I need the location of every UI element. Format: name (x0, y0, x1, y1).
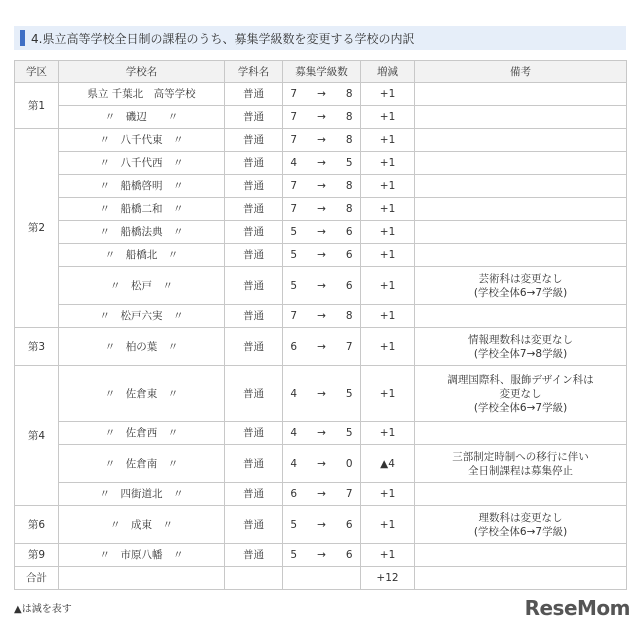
course-cell: 普通 (225, 366, 283, 422)
school-name-cell: 〃 四街道北 〃 (59, 483, 225, 506)
classes-after-cell: 6 (339, 244, 361, 267)
table-row (15, 366, 627, 422)
classes-after-cell: 6 (339, 221, 361, 244)
change-cell: +1 (361, 422, 415, 445)
district-cell: 第2 (15, 129, 59, 328)
change-cell: +1 (361, 328, 415, 366)
notes-cell (415, 106, 627, 129)
course-cell: 普通 (225, 221, 283, 244)
school-name-cell: 〃 船橋啓明 〃 (59, 175, 225, 198)
arrow-cell: → (305, 152, 339, 175)
table-row (15, 175, 627, 198)
school-name-cell: 〃 成東 〃 (59, 506, 225, 544)
change-cell: +1 (361, 544, 415, 567)
course-cell: 普通 (225, 305, 283, 328)
classes-before-cell: 7 (283, 106, 305, 129)
course-cell: 普通 (225, 129, 283, 152)
header-school: 学校名 (59, 61, 225, 83)
title-accent-bar (20, 30, 25, 46)
change-cell: +1 (361, 483, 415, 506)
total-row (15, 567, 627, 590)
table-row (15, 198, 627, 221)
header-district: 学区 (15, 61, 59, 83)
change-cell: +1 (361, 175, 415, 198)
table-row (15, 445, 627, 483)
table-row (15, 129, 627, 152)
school-name-cell: 〃 松戸六実 〃 (59, 305, 225, 328)
note-line: 理数科は変更なし (478, 511, 563, 524)
notes-cell (415, 422, 627, 445)
table-row (15, 506, 627, 544)
table-row (15, 267, 627, 305)
classes-after-cell: 8 (339, 83, 361, 106)
classes-after-cell: 5 (339, 152, 361, 175)
arrow-cell: → (305, 506, 339, 544)
school-name-cell: 〃 佐倉東 〃 (59, 366, 225, 422)
arrow-cell: → (305, 106, 339, 129)
classes-before-cell: 4 (283, 152, 305, 175)
change-cell: +1 (361, 198, 415, 221)
change-cell: +1 (361, 83, 415, 106)
course-cell: 普通 (225, 328, 283, 366)
classes-before-cell: 7 (283, 83, 305, 106)
arrow-cell: → (305, 544, 339, 567)
course-cell: 普通 (225, 106, 283, 129)
change-cell: +1 (361, 305, 415, 328)
classes-before-cell: 7 (283, 175, 305, 198)
classes-after-cell: 8 (339, 129, 361, 152)
footnote: ▲は減を表す (14, 604, 72, 615)
school-name-cell: 〃 八千代西 〃 (59, 152, 225, 175)
classes-after-cell: 8 (339, 305, 361, 328)
total-school-cell (59, 567, 225, 590)
total-change-cell: +12 (361, 567, 415, 590)
classes-before-cell: 5 (283, 267, 305, 305)
course-cell: 普通 (225, 544, 283, 567)
table-row (15, 83, 627, 106)
change-cell: +1 (361, 267, 415, 305)
notes-cell (415, 267, 627, 305)
course-cell: 普通 (225, 267, 283, 305)
table-body (15, 83, 627, 590)
classes-after-cell: 5 (339, 422, 361, 445)
header-change: 増減 (361, 61, 415, 83)
table-header-row (15, 61, 627, 83)
notes-cell (415, 198, 627, 221)
notes-cell (415, 305, 627, 328)
header-classes: 募集学級数 (283, 61, 361, 83)
classes-before-cell: 5 (283, 244, 305, 267)
notes-cell (415, 83, 627, 106)
notes-cell (415, 544, 627, 567)
classes-before-cell: 4 (283, 366, 305, 422)
classes-before-cell: 7 (283, 305, 305, 328)
notes-cell (415, 328, 627, 366)
change-cell: +1 (361, 152, 415, 175)
arrow-cell: → (305, 267, 339, 305)
classes-before-cell: 6 (283, 483, 305, 506)
note-line: (学校全体6→7学級) (473, 286, 568, 299)
total-label-cell: 合計 (15, 567, 59, 590)
course-cell: 普通 (225, 445, 283, 483)
school-name-cell: 〃 佐倉南 〃 (59, 445, 225, 483)
note-line: 三部制定時制への移行に伴い (452, 450, 589, 463)
classes-after-cell: 6 (339, 544, 361, 567)
arrow-cell: → (305, 175, 339, 198)
total-course-cell (225, 567, 283, 590)
classes-after-cell: 8 (339, 106, 361, 129)
classes-after-cell: 8 (339, 175, 361, 198)
school-name-cell: 〃 八千代東 〃 (59, 129, 225, 152)
table-row (15, 221, 627, 244)
table-row (15, 244, 627, 267)
course-cell: 普通 (225, 506, 283, 544)
arrow-cell: → (305, 198, 339, 221)
notes-cell (415, 175, 627, 198)
arrow-cell: → (305, 328, 339, 366)
arrow-cell: → (305, 244, 339, 267)
arrow-cell: → (305, 445, 339, 483)
notes-cell (415, 221, 627, 244)
note-line: 全日制課程は募集停止 (468, 464, 574, 477)
classes-before-cell: 4 (283, 445, 305, 483)
notes-cell (415, 506, 627, 544)
school-name-cell: 〃 佐倉西 〃 (59, 422, 225, 445)
district-cell: 第3 (15, 328, 59, 366)
school-name-cell: 県立 千葉北 高等学校 (59, 83, 225, 106)
course-cell: 普通 (225, 175, 283, 198)
change-cell: +1 (361, 244, 415, 267)
table-row (15, 152, 627, 175)
table-row (15, 483, 627, 506)
note-line: (学校全体6→7学級) (473, 401, 568, 414)
note-line: 変更なし (499, 387, 542, 400)
classes-after-cell: 8 (339, 198, 361, 221)
notes-cell (415, 366, 627, 422)
total-classes-cell (283, 567, 361, 590)
notes-cell (415, 445, 627, 483)
table-row (15, 328, 627, 366)
arrow-cell: → (305, 422, 339, 445)
table-row (15, 305, 627, 328)
arrow-cell: → (305, 129, 339, 152)
district-cell: 第6 (15, 506, 59, 544)
notes-cell (415, 129, 627, 152)
classes-after-cell: 5 (339, 366, 361, 422)
note-line: 情報理数科は変更なし (468, 333, 574, 346)
notes-cell (415, 244, 627, 267)
course-cell: 普通 (225, 198, 283, 221)
district-cell: 第1 (15, 83, 59, 129)
change-cell: +1 (361, 129, 415, 152)
notes-cell (415, 483, 627, 506)
course-cell: 普通 (225, 152, 283, 175)
table-row (15, 422, 627, 445)
note-line: (学校全体6→7学級) (473, 525, 568, 538)
classes-before-cell: 5 (283, 221, 305, 244)
school-name-cell: 〃 磯辺 〃 (59, 106, 225, 129)
district-cell: 第4 (15, 366, 59, 506)
classes-after-cell: 7 (339, 328, 361, 366)
table-row (15, 544, 627, 567)
change-cell: +1 (361, 106, 415, 129)
header-notes: 備考 (415, 61, 627, 83)
total-notes-cell (415, 567, 627, 590)
classes-before-cell: 5 (283, 506, 305, 544)
course-cell: 普通 (225, 244, 283, 267)
arrow-cell: → (305, 305, 339, 328)
header-course: 学科名 (225, 61, 283, 83)
arrow-cell: → (305, 366, 339, 422)
school-name-cell: 〃 市原八幡 〃 (59, 544, 225, 567)
school-name-cell: 〃 松戸 〃 (59, 267, 225, 305)
school-class-change-table (14, 60, 627, 590)
arrow-cell: → (305, 83, 339, 106)
classes-before-cell: 7 (283, 198, 305, 221)
classes-after-cell: 7 (339, 483, 361, 506)
school-name-cell: 〃 船橋法典 〃 (59, 221, 225, 244)
classes-after-cell: 6 (339, 506, 361, 544)
change-cell: +1 (361, 221, 415, 244)
classes-before-cell: 7 (283, 129, 305, 152)
change-cell: +1 (361, 366, 415, 422)
section-title-bar (14, 26, 626, 50)
course-cell: 普通 (225, 422, 283, 445)
course-cell: 普通 (225, 83, 283, 106)
classes-after-cell: 6 (339, 267, 361, 305)
arrow-cell: → (305, 221, 339, 244)
school-name-cell: 〃 船橋北 〃 (59, 244, 225, 267)
classes-before-cell: 5 (283, 544, 305, 567)
classes-before-cell: 4 (283, 422, 305, 445)
classes-before-cell: 6 (283, 328, 305, 366)
section-title: 4.県立高等学校全日制の課程のうち、募集学級数を変更する学校の内訳 (31, 31, 415, 46)
resemom-logo: ReseMom (524, 596, 630, 620)
school-name-cell: 〃 船橋二和 〃 (59, 198, 225, 221)
note-line: 芸術科は変更なし (478, 272, 563, 285)
change-cell: +1 (361, 506, 415, 544)
course-cell: 普通 (225, 483, 283, 506)
change-cell: ▲4 (361, 445, 415, 483)
note-line: 調理国際科、服飾デザイン科は (447, 373, 594, 386)
school-name-cell: 〃 柏の葉 〃 (59, 328, 225, 366)
note-line: (学校全体7→8学級) (473, 347, 568, 360)
arrow-cell: → (305, 483, 339, 506)
table-row (15, 106, 627, 129)
district-cell: 第9 (15, 544, 59, 567)
notes-cell (415, 152, 627, 175)
classes-after-cell: 0 (339, 445, 361, 483)
